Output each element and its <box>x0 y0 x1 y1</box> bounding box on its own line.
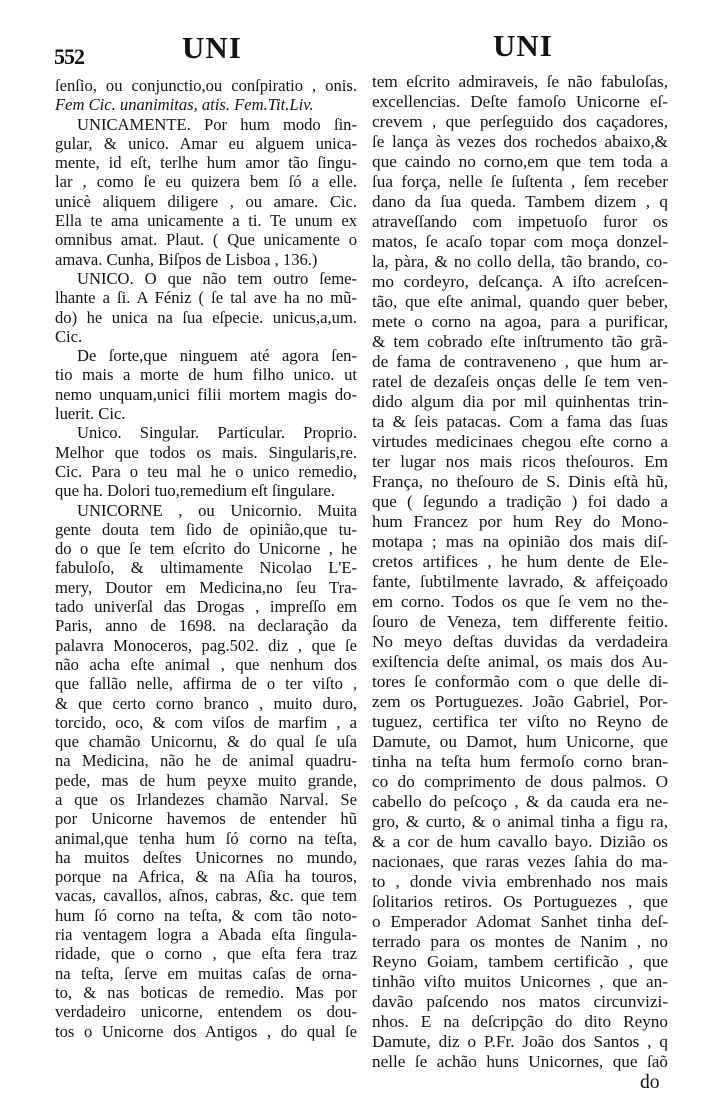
text-line: França, no theſouro de S. Dinis eſtà hũ, <box>372 472 668 491</box>
text-line: ſolitarios retiros. Os Portuguezes , que <box>372 892 668 911</box>
text-line: ſenſio, ou conjunctio,ou conſpiratio , onis. <box>55 76 357 95</box>
text-line: Cic. <box>55 326 83 346</box>
text-line: mery, Doutor em Medicina,no ſeu Tra- <box>55 577 357 597</box>
text-line: porque na Africa, & na Aſia ha touros, <box>55 867 357 887</box>
text-line: gente douta tem ſido de opinião,que tu- <box>55 519 357 539</box>
text-line: do) he unica na ſua eſpecie. unicus,a,um. <box>55 307 357 327</box>
text-line: Damute, ou Damot, hum Unicorne, que <box>372 732 668 751</box>
text-line: atraveſſando com impetuoſo furor os <box>372 212 668 231</box>
text-line: tinha na teſta hum fermoſo corno bran- <box>372 752 668 771</box>
text-line: fante, ſubtilmente lavrado, & affeiçoado <box>372 572 668 591</box>
text-line: to, & nas boticas de remedio. Mas por <box>55 982 357 1002</box>
text-line: animal,que tenha hum ſó corno na teſta, <box>55 828 357 848</box>
page-number: 552 <box>54 44 84 69</box>
text-line: que fallão nelle, affirma de o ter viſto , <box>55 674 357 694</box>
text-line: tos o Unicorne dos Antigos , do qual ſe <box>55 1021 357 1041</box>
text-line: que caindo no corno,em que tem toda a <box>372 152 668 171</box>
text-line: Reyno Goiam, tambem certificão , que <box>372 952 668 971</box>
text-line: omnibus amat. Plaut. ( Que unicamente o <box>55 230 357 250</box>
text-line: hum Francez por hum Rey do Mono- <box>372 512 668 531</box>
text-line: por Unicorne havemos de entender hũ <box>55 809 357 829</box>
text-line: nemo unquam,unici filii mortem magis do- <box>55 384 357 404</box>
text-line: torcido, oco, & com viſos de marfim , a <box>55 712 357 732</box>
text-line: a que os Irlandezes chamão Narval. Se <box>55 789 357 809</box>
text-line: UNICO. O que não tem outro ſeme- <box>77 268 357 288</box>
text-line: matos, ſe acaſo topar com moça donzel- <box>372 232 668 251</box>
text-line: tão, que eſte animal, quando quer beber, <box>372 292 668 311</box>
text-line: tem eſcrito admiraveis, ſe não fabuloſas, <box>372 72 668 91</box>
text-line: No meyo deſtas duvidas da verdadeira <box>372 632 668 651</box>
text-line: o Emperador Adomat Sanhet tinha deſ- <box>372 912 668 931</box>
text-line: ter lugar nos mais ricos theſouros. Em <box>372 452 668 471</box>
text-line: cretos artifices , he hum dente de Ele- <box>372 552 668 571</box>
text-line: zem os Portuguezes. João Gabriel, Por- <box>372 692 668 711</box>
text-line: na Medicina, não he de animal quadru- <box>55 751 357 771</box>
text-line: nhos. E na deſcripção do dito Reyno <box>372 1012 668 1031</box>
text-line: UNICAMENTE. Por hum modo ſin- <box>77 114 357 134</box>
catchword: do <box>640 1072 660 1093</box>
text-line: cabello do peſcoço , & da cauda era ne- <box>372 792 668 811</box>
text-line: & tem cobrado eſte inſtrumento tão grã- <box>372 332 668 351</box>
text-line: exiſtencia deſte animal, os mais dos Au- <box>372 652 668 671</box>
text-line: unicè aliquem diligere , ou amare. Cic. <box>55 191 357 211</box>
text-line: De ſorte,que ninguem até agora ſen- <box>77 346 357 366</box>
text-line: virtudes medicinaes chegou eſte corno a <box>372 432 668 451</box>
text-line: luerit. Cic. <box>55 404 126 424</box>
text-line: dido algum dia por mil quinhentas trin- <box>372 392 668 411</box>
text-line: lar , como ſe eu quizera bem ſó a elle. <box>55 172 357 192</box>
text-line: ratel de dezaſeis onças delle ſe tem ven- <box>372 372 668 391</box>
text-line: ridade, que o corno , que eſta fera traz <box>55 944 357 964</box>
text-line: & a cor de hum cavallo bayo. Dizião os <box>372 832 668 851</box>
text-line: em corno. Todos os que ſe vem no the- <box>372 592 668 611</box>
text-line: Damute, diz o P.Fr. João dos Santos , q <box>372 1032 668 1051</box>
text-line: de fama de contraveneno , que hum ar- <box>372 352 668 371</box>
text-line: ha muitos deſtes Unicornes no mundo, <box>55 847 357 867</box>
text-line: fabuloſo, & ultimamente Nicolao L'E- <box>55 558 357 578</box>
text-line: to , donde vivia embrenhado nos mais <box>372 872 668 891</box>
text-line: do o que ſe tem eſcrito do Unicorne , he <box>55 539 357 559</box>
text-line: & que certo corno branco , muito duro, <box>55 693 357 713</box>
left-column <box>55 76 357 1041</box>
text-line: ta & ſeis patacas. Com a fama das ſuas <box>372 412 668 431</box>
text-line: Ella te ama unicamente a ti. Te unum ex <box>55 211 357 231</box>
text-line: Melhor que todos os mais. Singularis,re. <box>55 442 357 462</box>
text-line: ſua força, nelle ſe ſuſtenta , ſem receber <box>372 172 668 191</box>
text-line: que ( ſegundo a tradição ) foi dado a <box>372 492 668 511</box>
text-line: palavra Monoceros, pag.502. diz , que ſe <box>55 635 357 655</box>
text-line: na teſta, ſerve em muitas caſas de orna- <box>55 963 357 983</box>
text-line: mente, id eſt, terlhe hum amor tão ſingu- <box>55 153 357 173</box>
text-line: terrado para os montes de Nanim , no <box>372 932 668 951</box>
text-line: excellencias. Deſte famoſo Unicorne eſ- <box>372 92 668 111</box>
text-line: ria ventagem logra a Abada eſta ſingula- <box>55 925 357 945</box>
text-line: tio mais a morte de hum filho unico. ut <box>55 365 357 385</box>
text-line: tinhão viſto muitos Unicornes , que an- <box>372 972 668 991</box>
text-line: lhante a ſi. A Féniz ( ſe tal ave ha no mũ- <box>55 288 357 308</box>
text-line: Fem Cic. unanimitas, atis. Fem.Tit.Liv. <box>55 95 314 115</box>
text-line: mete o corno na agoa, para a purificar, <box>372 312 668 331</box>
running-head-left: UNI <box>182 30 242 65</box>
text-line: Paris, anno de 1698. na declaração da <box>55 616 357 636</box>
text-line: nacionaes, que raras vezes ſahia do ma- <box>372 852 668 871</box>
text-line: Unico. Singular. Particular. Proprio. <box>77 423 357 443</box>
text-line: ſe lança às vezes dos rochedos abaixo,& <box>372 132 668 151</box>
text-line: davão paſcendo nos matos circunvizi- <box>372 992 668 1011</box>
text-line: motapa ; mas na opinião dos mais diſ- <box>372 532 668 551</box>
text-line: crevem , que perſeguido dos caçadores, <box>372 112 668 131</box>
text-line: que ha. Dolori tuo,remedium eſt ſingulare. <box>55 481 335 501</box>
text-line: não acha eſte animal , que nenhum dos <box>55 654 357 674</box>
text-line: pede, mas de hum peyxe muito grande, <box>55 770 357 790</box>
text-line: nelle ſe achão huns Unicornes, que ſaõ <box>372 1052 668 1071</box>
text-line: dano da ſua queda. Tambem dizem , q <box>372 192 668 211</box>
text-line: tado univerſal das Drogas , impreſſo em <box>55 597 357 617</box>
text-line: tores ſe conformão com o que delle di- <box>372 672 668 691</box>
text-line: Cic. Para o teu mal he o unico remedio, <box>55 461 357 481</box>
text-line: UNICORNE , ou Unicornio. Muita <box>77 500 357 520</box>
text-line: gular, & unico. Amar eu alguem unica- <box>55 133 357 153</box>
text-line: que chamão Unicornu, & do qual ſe uſa <box>55 732 357 752</box>
text-line: hum ſó corno na teſta, & com tão noto- <box>55 905 357 925</box>
text-line: vacas, cavallos, aſnos, cabras, &c. que tem <box>55 886 357 906</box>
running-head-right: UNI <box>493 28 553 63</box>
text-line: amava. Cunha, Biſpos de Lisboa , 136.) <box>55 249 318 269</box>
right-column <box>372 72 668 1072</box>
text-line: ſouro de Veneza, tem differente feitio. <box>372 612 668 631</box>
text-line: la, pàra, & no collo della, tão brando, co- <box>372 252 668 271</box>
text-line: co do comprimento de dous palmos. O <box>372 772 668 791</box>
text-line: mo cordeyro, deſcança. A iſto acreſcen- <box>372 272 668 291</box>
text-line: gro, & curto, & o animal tinha a figu ra, <box>372 812 668 831</box>
text-line: tuguez, certifica ter viſto no Reyno de <box>372 712 668 731</box>
text-line: verdadeiro unicorne, entendem os dou- <box>55 1002 357 1022</box>
